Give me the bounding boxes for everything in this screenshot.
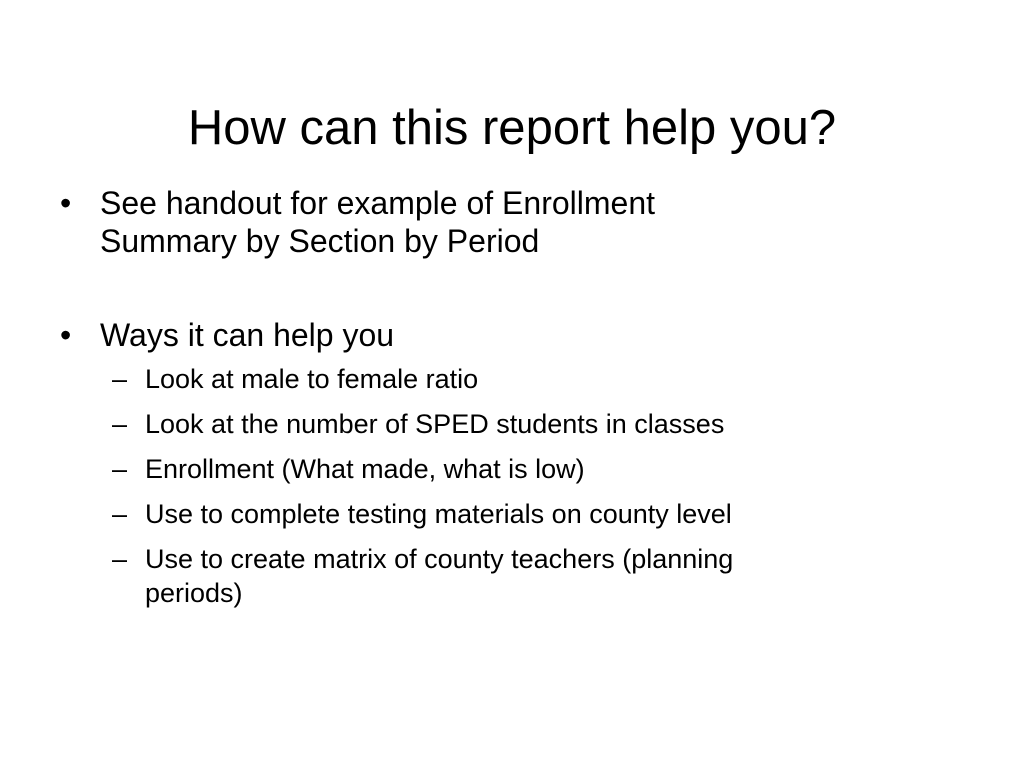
dash-marker: – (112, 409, 128, 439)
slide-title: How can this report help you? (187, 101, 837, 155)
dash-marker: – (112, 364, 128, 394)
sub-item-line: Look at the number of SPED students in classes (145, 409, 725, 439)
bullet-marker: • (60, 317, 72, 353)
bullet-line: Ways it can help you (100, 317, 395, 353)
sub-item-line: periods) (145, 578, 243, 608)
bullet-marker: • (60, 185, 72, 221)
sub-item-matrix (60, 542, 960, 610)
bullet-ways (60, 316, 960, 354)
sub-item-line: Use to complete testing materials on county level (145, 499, 732, 529)
bullet-line: Summary by Section by Period (100, 223, 540, 259)
sub-item-ratio (60, 362, 960, 396)
sub-item-testing (60, 497, 960, 531)
bullet-handout (60, 184, 960, 260)
sub-item-line: Look at male to female ratio (145, 364, 479, 394)
sub-list (60, 362, 960, 610)
sub-item-enrollment (60, 452, 960, 486)
bullet-line: See handout for example of Enrollment (100, 185, 655, 221)
sub-item-line: Enrollment (What made, what is low) (145, 454, 585, 484)
dash-marker: – (112, 544, 128, 574)
dash-marker: – (112, 499, 128, 529)
sub-item-sped (60, 407, 960, 441)
dash-marker: – (112, 454, 128, 484)
slide-body (60, 184, 960, 610)
sub-item-line: Use to create matrix of county teachers (planning (145, 544, 734, 574)
